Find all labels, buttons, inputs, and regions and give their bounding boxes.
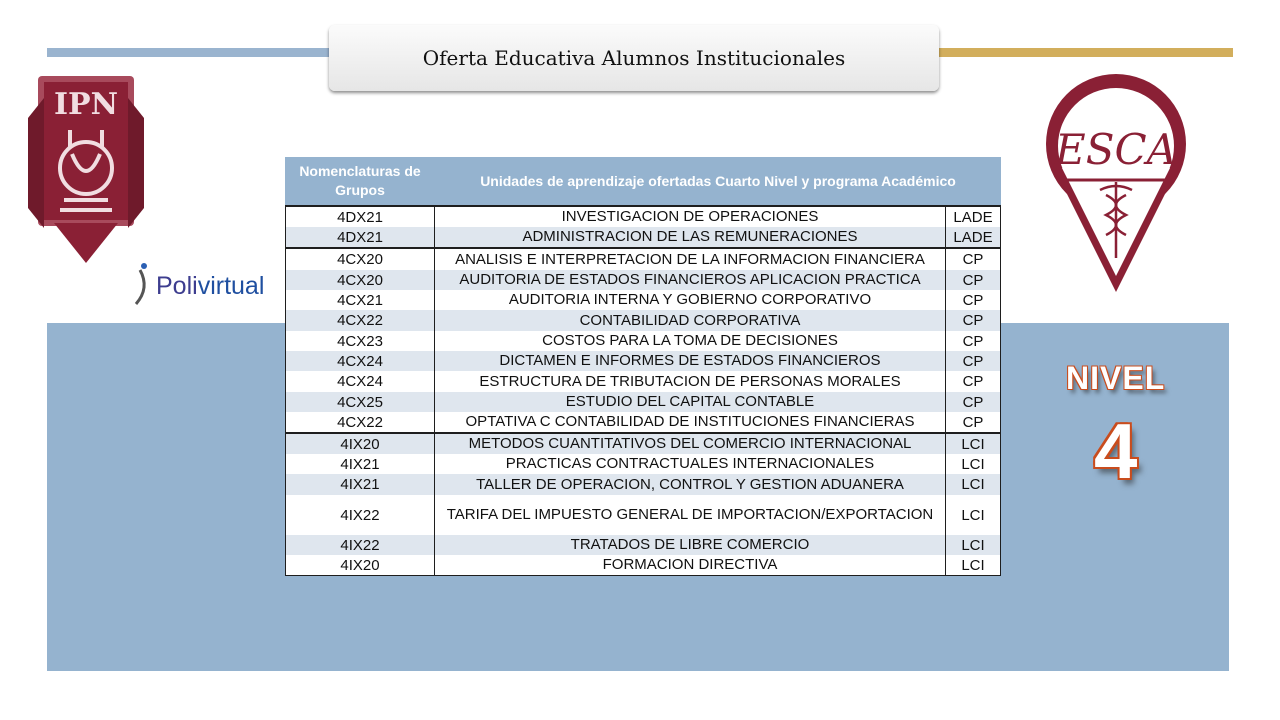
learning-unit-cell: METODOS CUANTITATIVOS DEL COMERCIO INTERNACIONAL <box>435 434 946 454</box>
learning-unit-cell: ADMINISTRACION DE LAS REMUNERACIONES <box>435 227 946 247</box>
learning-unit-cell: INVESTIGACION DE OPERACIONES <box>435 207 946 227</box>
table-row <box>286 207 1000 227</box>
program-cell: LADE <box>953 228 993 246</box>
group-code-cell: 4CX23 <box>286 331 435 351</box>
table-row <box>286 270 1000 290</box>
learning-unit-cell: AUDITORIA DE ESTADOS FINANCIEROS APLICACION PRACTICA <box>435 270 946 290</box>
table-row <box>286 474 1000 495</box>
learning-unit-cell: OPTATIVA C CONTABILIDAD DE INSTITUCIONES FINANCIERAS <box>435 412 946 432</box>
learning-unit-cell: ESTRUCTURA DE TRIBUTACION DE PERSONAS MORALES <box>435 371 946 392</box>
group-code-cell: 4IX20 <box>286 434 435 454</box>
learning-unit-cell: ANALISIS E INTERPRETACION DE LA INFORMACION FINANCIERA <box>435 249 946 270</box>
program-cell: CP <box>962 332 984 350</box>
group-code-cell: 4CX20 <box>286 270 435 290</box>
learning-unit-cell: TRATADOS DE LIBRE COMERCIO <box>435 535 946 555</box>
svg-text:ESCA: ESCA <box>1055 125 1177 174</box>
table-row <box>286 535 1000 555</box>
group-code-cell: 4CX22 <box>286 310 435 331</box>
group-code-cell: 4IX22 <box>286 495 435 535</box>
learning-unit-cell: COSTOS PARA LA TOMA DE DECISIONES <box>435 331 946 351</box>
header-group-code: Nomenclaturas de Grupos <box>299 163 421 198</box>
table-row <box>286 555 1000 575</box>
group-code-cell: 4IX21 <box>286 474 435 495</box>
table-row <box>286 310 1000 331</box>
program-cell: LCI <box>961 455 985 473</box>
nivel-number: 4 <box>1094 407 1138 495</box>
learning-unit-cell: ESTUDIO DEL CAPITAL CONTABLE <box>435 392 946 412</box>
group-code-cell: 4CX21 <box>286 290 435 310</box>
program-cell: CP <box>962 413 984 431</box>
program-cell: LCI <box>961 435 985 453</box>
table-row <box>286 371 1000 392</box>
group-code-cell: 4DX21 <box>286 207 435 227</box>
group-code-cell: 4DX21 <box>286 227 435 247</box>
table-row <box>286 495 1000 535</box>
learning-unit-cell: AUDITORIA INTERNA Y GOBIERNO CORPORATIVO <box>435 290 946 310</box>
table-row <box>286 392 1000 412</box>
svg-text:IPN: IPN <box>53 87 119 122</box>
learning-unit-cell: CONTABILIDAD CORPORATIVA <box>435 310 946 331</box>
table-row <box>286 331 1000 351</box>
nivel-label: NIVEL <box>1066 360 1166 396</box>
group-code-cell: 4IX20 <box>286 555 435 575</box>
group-code-cell: 4CX22 <box>286 412 435 432</box>
decorative-stripe-gold <box>920 48 1233 57</box>
program-cell: CP <box>962 393 984 411</box>
learning-unit-cell: DICTAMEN E INFORMES DE ESTADOS FINANCIEROS <box>435 351 946 371</box>
polivirtual-logo-icon <box>128 260 278 308</box>
page-title: Oferta Educativa Alumnos Institucionales <box>329 25 939 91</box>
program-cell: LADE <box>953 208 993 226</box>
offer-table <box>285 157 1001 576</box>
table-header <box>285 157 1001 207</box>
table-row <box>286 227 1000 247</box>
program-cell: LCI <box>961 506 985 524</box>
group-code-cell: 4IX22 <box>286 535 435 555</box>
table-body <box>285 207 1001 576</box>
decorative-stripe-blue <box>47 48 347 57</box>
table-row <box>286 351 1000 371</box>
group-code-cell: 4IX21 <box>286 454 435 474</box>
learning-unit-cell: TALLER DE OPERACION, CONTROL Y GESTION ADUANERA <box>435 474 946 495</box>
group-code-cell: 4CX24 <box>286 351 435 371</box>
group-code-cell: 4CX24 <box>286 371 435 392</box>
program-cell: CP <box>962 312 984 329</box>
learning-unit-cell: TARIFA DEL IMPUESTO GENERAL DE IMPORTACION/EXPORTACION <box>435 495 946 535</box>
table-row <box>286 247 1000 270</box>
esca-logo-icon <box>1030 70 1202 298</box>
program-cell: CP <box>962 352 984 370</box>
program-cell: LCI <box>961 536 985 554</box>
table-row <box>286 412 1000 432</box>
learning-unit-cell: PRACTICAS CONTRACTUALES INTERNACIONALES <box>435 454 946 474</box>
group-code-cell: 4CX25 <box>286 392 435 412</box>
program-cell: LCI <box>961 556 985 574</box>
svg-text:Polivirtual: Polivirtual <box>156 272 265 300</box>
program-cell: CP <box>962 271 984 289</box>
header-learning-units: Unidades de aprendizaje ofertadas Cuarto Nivel y programa Académico <box>480 173 956 189</box>
program-cell: CP <box>962 251 984 268</box>
program-cell: CP <box>962 291 984 309</box>
table-row <box>286 290 1000 310</box>
learning-unit-cell: FORMACION DIRECTIVA <box>435 555 946 575</box>
table-row <box>286 432 1000 454</box>
group-code-cell: 4CX20 <box>286 249 435 270</box>
program-cell: LCI <box>961 476 985 493</box>
table-row <box>286 454 1000 474</box>
ipn-logo-icon <box>24 58 150 270</box>
program-cell: CP <box>962 373 984 390</box>
